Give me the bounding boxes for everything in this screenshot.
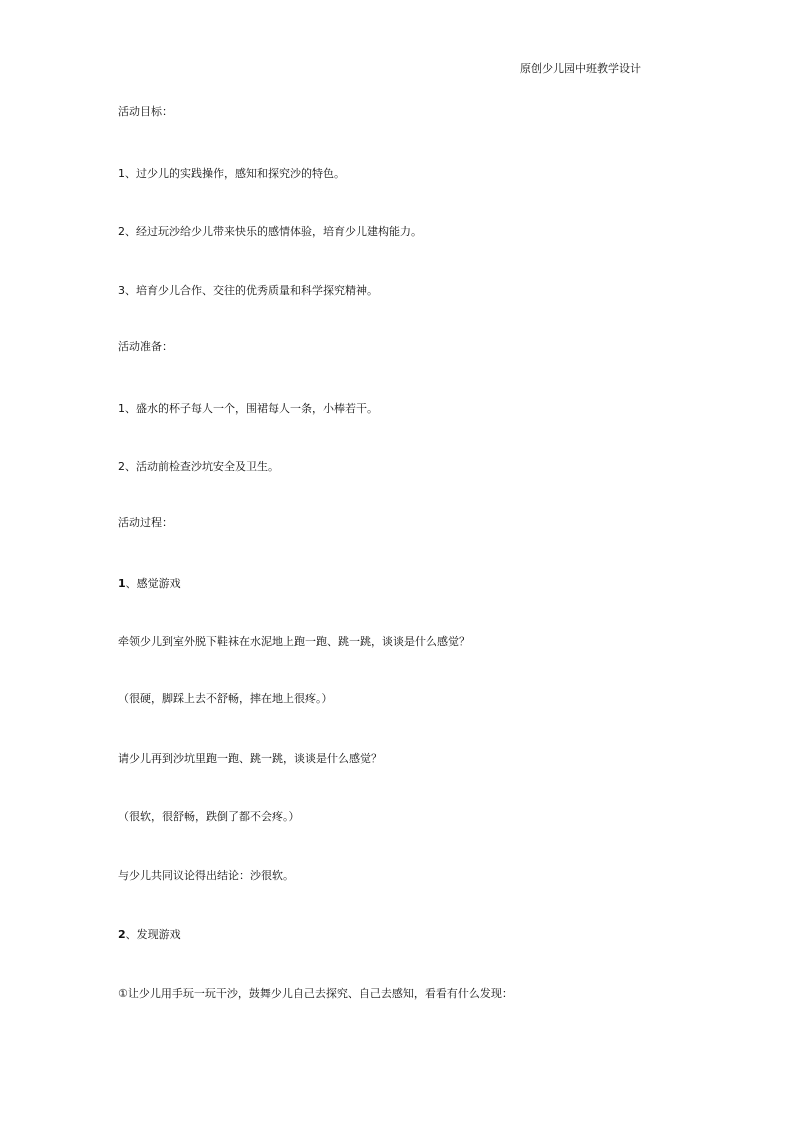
process-paragraph: （很硬，脚踩上去不舒畅，摔在地上很疼。） bbox=[118, 692, 333, 705]
process-paragraph: 牵领少儿到室外脱下鞋袜在水泥地上跑一跑、跳一跳，谈谈是什么感觉？ bbox=[118, 635, 470, 648]
process-paragraph: （很软，很舒畅，跌倒了都不会疼。） bbox=[118, 810, 300, 823]
goal-item-2: 2、经过玩沙给少儿带来快乐的感情体验，培育少儿建构能力。 bbox=[118, 225, 422, 238]
process-step-1-label: 、感觉游戏 bbox=[125, 577, 181, 590]
process-step-1-number: 1 bbox=[118, 577, 126, 590]
process-step-2-number: 2 bbox=[118, 928, 126, 941]
section-heading-process: 活动过程： bbox=[118, 516, 173, 529]
goal-item-3: 3、培育少儿合作、交往的优秀质量和科学探究精神。 bbox=[118, 284, 378, 297]
goal-item-1: 1、过少儿的实践操作，感知和探究沙的特色。 bbox=[118, 167, 345, 180]
section-heading-goals: 活动目标： bbox=[118, 105, 173, 118]
process-paragraph: 与少儿共同议论得出结论：沙很软。 bbox=[118, 869, 294, 882]
preparation-item-1: 1、盛水的杯子每人一个，围裙每人一条，小棒若干。 bbox=[118, 402, 378, 415]
process-paragraph: ①让少儿用手玩一玩干沙，鼓舞少儿自己去探究、自己去感知，看看有什么发现： bbox=[118, 987, 513, 1000]
process-step-1-title bbox=[118, 577, 181, 591]
process-step-2-label: 、发现游戏 bbox=[125, 928, 181, 941]
document-header-title: 原创少儿园中班教学设计 bbox=[520, 62, 641, 75]
process-paragraph: 请少儿再到沙坑里跑一跑、跳一跳，谈谈是什么感觉？ bbox=[118, 752, 382, 765]
process-step-2-title bbox=[118, 928, 181, 942]
preparation-item-2: 2、活动前检查沙坑安全及卫生。 bbox=[118, 460, 279, 473]
section-heading-preparation: 活动准备： bbox=[118, 340, 173, 353]
